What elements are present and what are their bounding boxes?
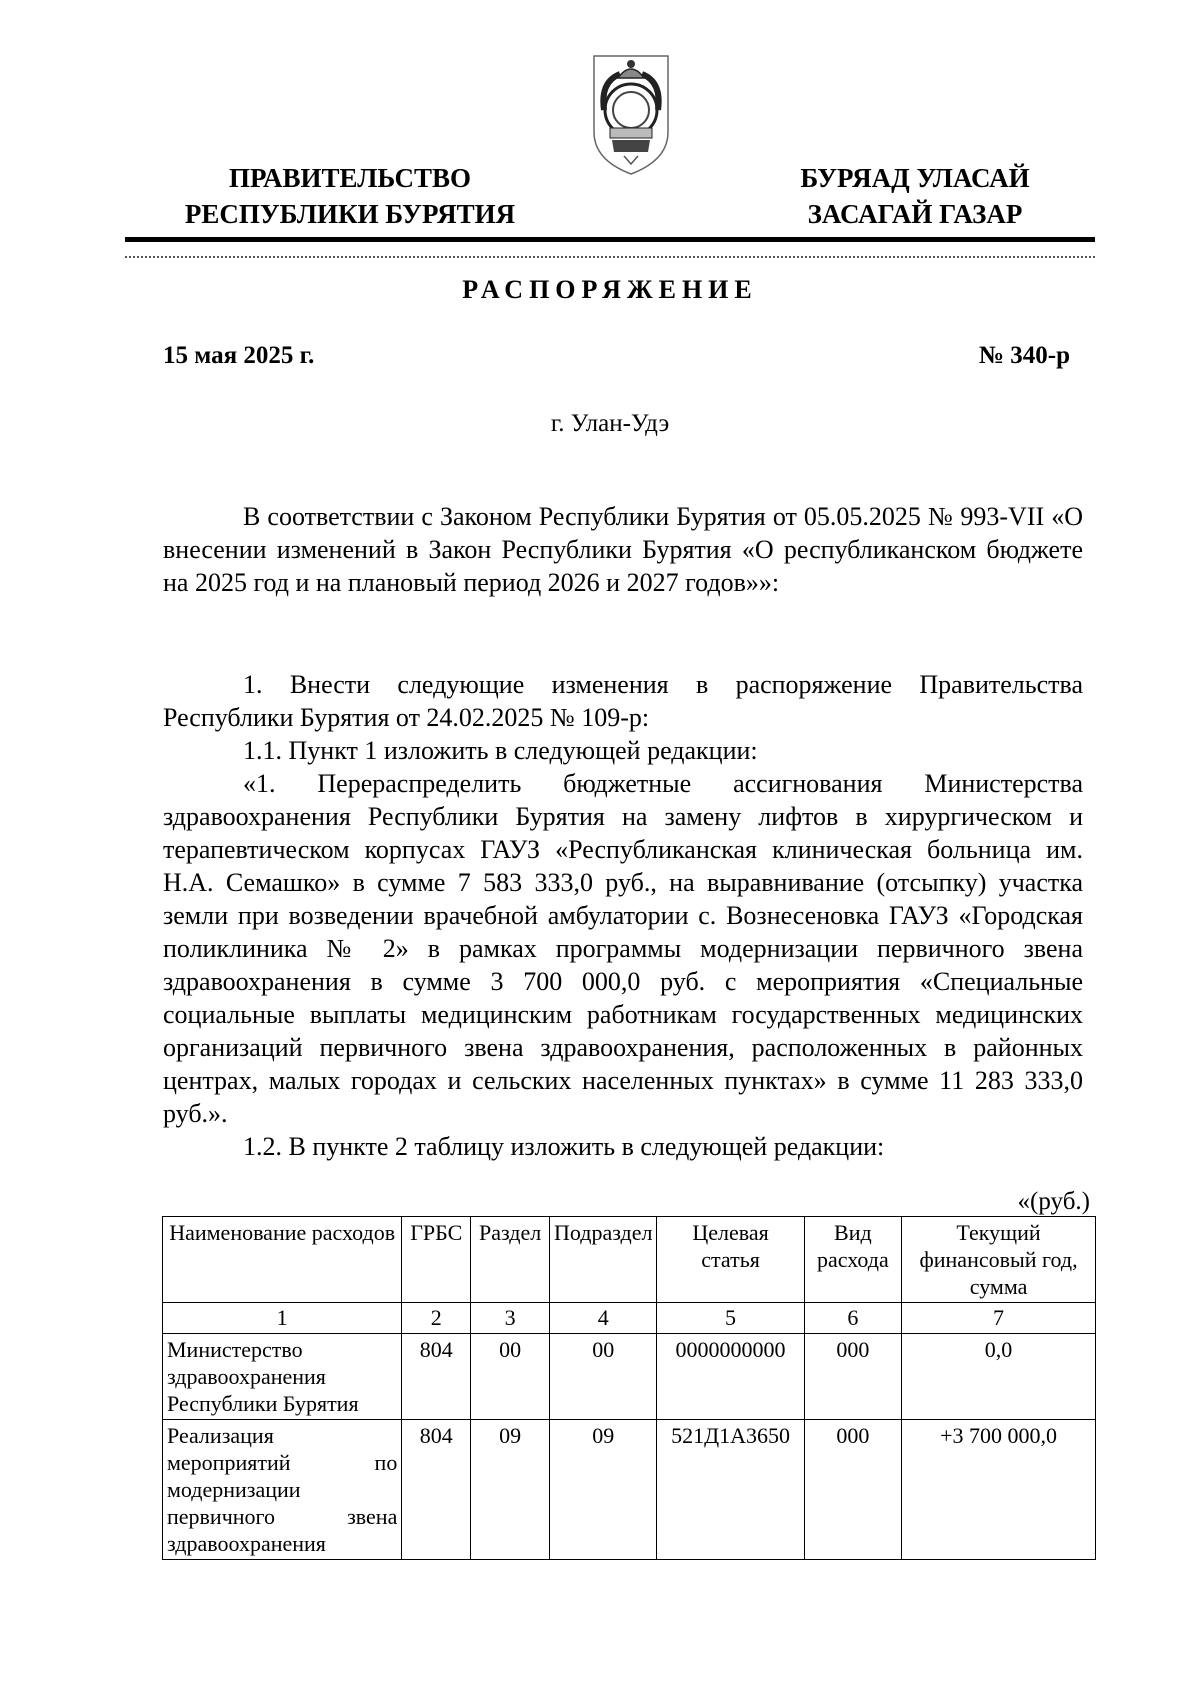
- header-summa: Текущий финансовый год, сумма: [902, 1217, 1096, 1303]
- column-number: 6: [804, 1303, 901, 1334]
- column-number: 2: [402, 1303, 471, 1334]
- document-date: 15 мая 2025 г.: [163, 342, 315, 369]
- coat-of-arms-emblem: [590, 52, 672, 182]
- column-number: 5: [657, 1303, 804, 1334]
- column-number: 4: [550, 1303, 657, 1334]
- header-podrazdel: Подраздел: [550, 1217, 657, 1303]
- column-number: 7: [902, 1303, 1096, 1334]
- preamble-block: [163, 500, 1083, 599]
- header-grbs: ГРБС: [402, 1217, 471, 1303]
- table-header-row: [163, 1217, 1096, 1303]
- paragraph-1: 1. Внести следующие изменения в распоряжение Правительства Республики Бурятия от 24.02.2025 № 109-р:: [163, 670, 1083, 732]
- column-number: 1: [163, 1303, 402, 1334]
- paragraph-1-1: 1.1. Пункт 1 изложить в следующей редакции:: [243, 736, 758, 765]
- table-row: [163, 1334, 1096, 1420]
- table-row: [163, 1420, 1096, 1560]
- header-razdel: Раздел: [471, 1217, 550, 1303]
- row-summa: +3 700 000,0: [902, 1420, 1096, 1560]
- row-summa: 0,0: [902, 1334, 1096, 1420]
- row-grbs: 804: [402, 1420, 471, 1560]
- paragraph-1-2: 1.2. В пункте 2 таблицу изложить в следующей редакции:: [243, 1132, 885, 1161]
- government-name-buryat-line1: БУРЯАД УЛАСАЙ: [800, 163, 1030, 193]
- row-name: Реализация мероприятий по модернизации первичного звена здравоохранения: [163, 1420, 402, 1560]
- government-name-buryat: [750, 160, 1080, 232]
- main-text-block: [163, 668, 1083, 1163]
- table-column-numbers-row: [163, 1303, 1096, 1334]
- row-name: Министерство здравоохранения Республики Бурятия: [163, 1334, 402, 1420]
- row-celevaya: 521Д1А3650: [657, 1420, 804, 1560]
- government-name-buryat-line2: ЗАСАГАЙ ГАЗАР: [807, 199, 1023, 229]
- header-vid: Вид расхода: [804, 1217, 901, 1303]
- row-podrazdel: 09: [550, 1420, 657, 1560]
- header-rule-thick: [125, 237, 1095, 242]
- government-name-line1: ПРАВИТЕЛЬСТВО: [228, 163, 472, 193]
- document-number: № 340-р: [978, 342, 1070, 369]
- column-number: 3: [471, 1303, 550, 1334]
- row-grbs: 804: [402, 1334, 471, 1420]
- row-razdel: 00: [471, 1334, 550, 1420]
- row-celevaya: 0000000000: [657, 1334, 804, 1420]
- row-razdel: 09: [471, 1420, 550, 1560]
- government-name-russian: [150, 160, 550, 232]
- document-city: г. Улан-Удэ: [550, 410, 670, 437]
- row-vid: 000: [804, 1334, 901, 1420]
- header-rule-thin: [125, 256, 1095, 258]
- preamble-paragraph: В соответствии с Законом Республики Бурятия от 05.05.2025 № 993-VII «О внесении изменений в Закон Республики Бурятия «О республиканском бюджете на 2025 год и на плановый период 2026 и 2027 годов»»:: [163, 502, 1083, 597]
- row-podrazdel: 00: [550, 1334, 657, 1420]
- table-unit-label: «(руб.): [1017, 1188, 1090, 1215]
- header-celevaya: Целевая статья: [657, 1217, 804, 1303]
- document-type-title: РАСПОРЯЖЕНИЕ: [462, 275, 758, 304]
- paragraph-1-1-text: «1. Перераспределить бюджетные ассигнования Министерства здравоохранения Республики Бурятия на замену лифтов в хирургическом и терапевтическом корпусах ГАУЗ «Республиканская клиническая больница им. Н.А. Семашко» в сумме 7 583 333,0 руб., на выравнивание (отсыпку) участка земли при возведении врачебной амбулатории с. Вознесеновка ГАУЗ «Городская поликлиника № 2» в рамках программы модернизации первичного звена здравоохранения в сумме 3 700 000,0 руб. с мероприятия «Специальные социальные выплаты медицинским работникам государственных медицинских организаций первичного звена здравоохранения, расположенных в районных центрах, малых городах и сельских населенных пунктах» в сумме 11 283 333,0 руб.».: [163, 769, 1083, 1128]
- government-name-line2: РЕСПУБЛИКИ БУРЯТИЯ: [184, 199, 516, 229]
- header-name: Наименование расходов: [163, 1217, 402, 1303]
- budget-table: [162, 1216, 1096, 1560]
- row-vid: 000: [804, 1420, 901, 1560]
